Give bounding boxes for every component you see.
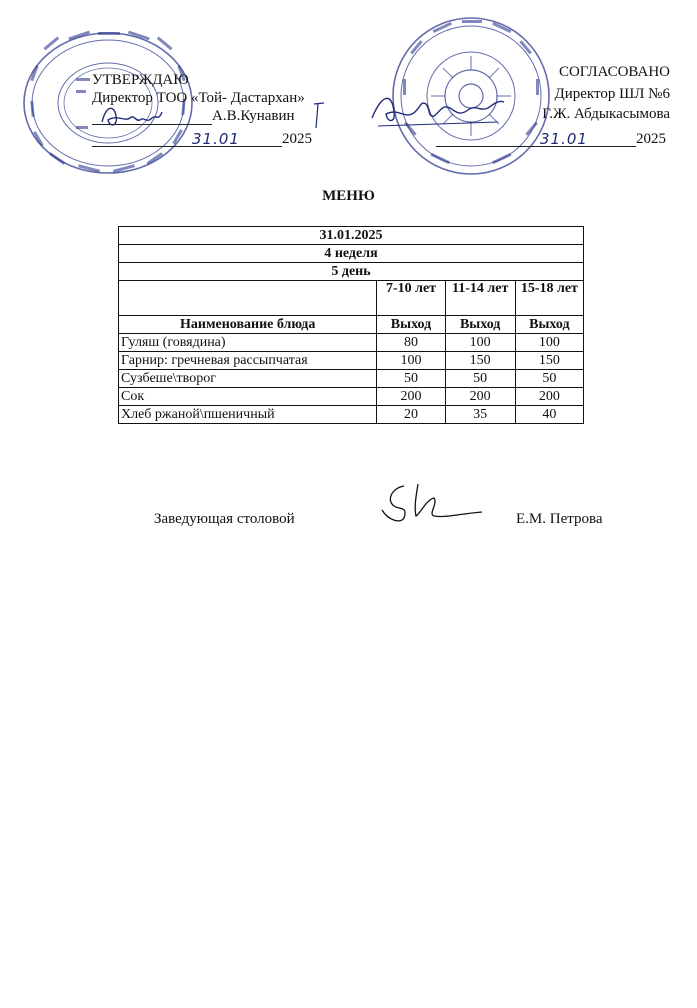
approve-date-line — [92, 146, 282, 147]
column-header-row — [119, 316, 584, 334]
approve-mark — [312, 100, 326, 130]
output-header: Выход — [445, 316, 515, 334]
age-group-row — [119, 281, 584, 316]
week-row — [119, 245, 584, 263]
menu-week: 4 неделя — [119, 245, 584, 263]
portion-15-18: 40 — [515, 406, 583, 424]
menu-date: 31.01.2025 — [119, 227, 584, 245]
footer-signature — [378, 480, 488, 524]
table-row — [119, 388, 584, 406]
portion-15-18: 200 — [515, 388, 583, 406]
dish-name: Гарнир: гречневая рассыпчатая — [119, 352, 377, 370]
dish-name: Сок — [119, 388, 377, 406]
age-group-15-18: 15-18 лет — [515, 281, 583, 316]
table-row — [119, 352, 584, 370]
menu-day: 5 день — [119, 263, 584, 281]
portion-15-18: 150 — [515, 352, 583, 370]
day-row — [119, 263, 584, 281]
agree-heading: СОГЛАСОВАНО — [558, 64, 670, 80]
table-row — [119, 334, 584, 352]
portion-11-14: 200 — [445, 388, 515, 406]
portion-11-14: 35 — [445, 406, 515, 424]
agree-date: 31.01 — [540, 130, 588, 148]
approve-signature — [96, 100, 166, 132]
agree-date-line — [436, 146, 636, 147]
approve-name: А.В.Кунавин — [212, 108, 295, 124]
agree-year: 2025 — [636, 131, 666, 147]
approve-position: Директор ТОО «Той- Дастархан» — [92, 90, 305, 106]
approve-heading: УТВЕРЖДАЮ — [92, 72, 189, 88]
agree-name: Г.Ж. Абдыкасымова — [542, 106, 670, 122]
portion-15-18: 50 — [515, 370, 583, 388]
page-title: МЕНЮ — [322, 188, 375, 204]
dish-name-header: Наименование блюда — [119, 316, 377, 334]
approve-date: 31.01 — [192, 130, 240, 148]
portion-7-10: 100 — [377, 352, 445, 370]
dish-name: Хлеб ржаной\пшеничный — [119, 406, 377, 424]
portion-7-10: 80 — [377, 334, 445, 352]
footer-name: Е.М. Петрова — [516, 511, 603, 527]
output-header: Выход — [515, 316, 583, 334]
agree-signature — [368, 88, 508, 132]
portion-11-14: 100 — [445, 334, 515, 352]
table-row — [119, 370, 584, 388]
output-header: Выход — [377, 316, 445, 334]
age-group-7-10: 7-10 лет — [377, 281, 445, 316]
portion-11-14: 150 — [445, 352, 515, 370]
portion-7-10: 50 — [377, 370, 445, 388]
menu-table — [118, 226, 584, 424]
portion-11-14: 50 — [445, 370, 515, 388]
date-row — [119, 227, 584, 245]
age-group-11-14: 11-14 лет — [445, 281, 515, 316]
portion-7-10: 20 — [377, 406, 445, 424]
approve-year: 2025 — [282, 131, 312, 147]
portion-7-10: 200 — [377, 388, 445, 406]
dish-name: Гуляш (говядина) — [119, 334, 377, 352]
blank-header-cell — [119, 281, 377, 316]
table-row — [119, 406, 584, 424]
dish-name: Сузбеше\творог — [119, 370, 377, 388]
agree-position: Директор ШЛ №6 — [554, 86, 670, 102]
portion-15-18: 100 — [515, 334, 583, 352]
footer-position: Заведующая столовой — [154, 511, 295, 527]
